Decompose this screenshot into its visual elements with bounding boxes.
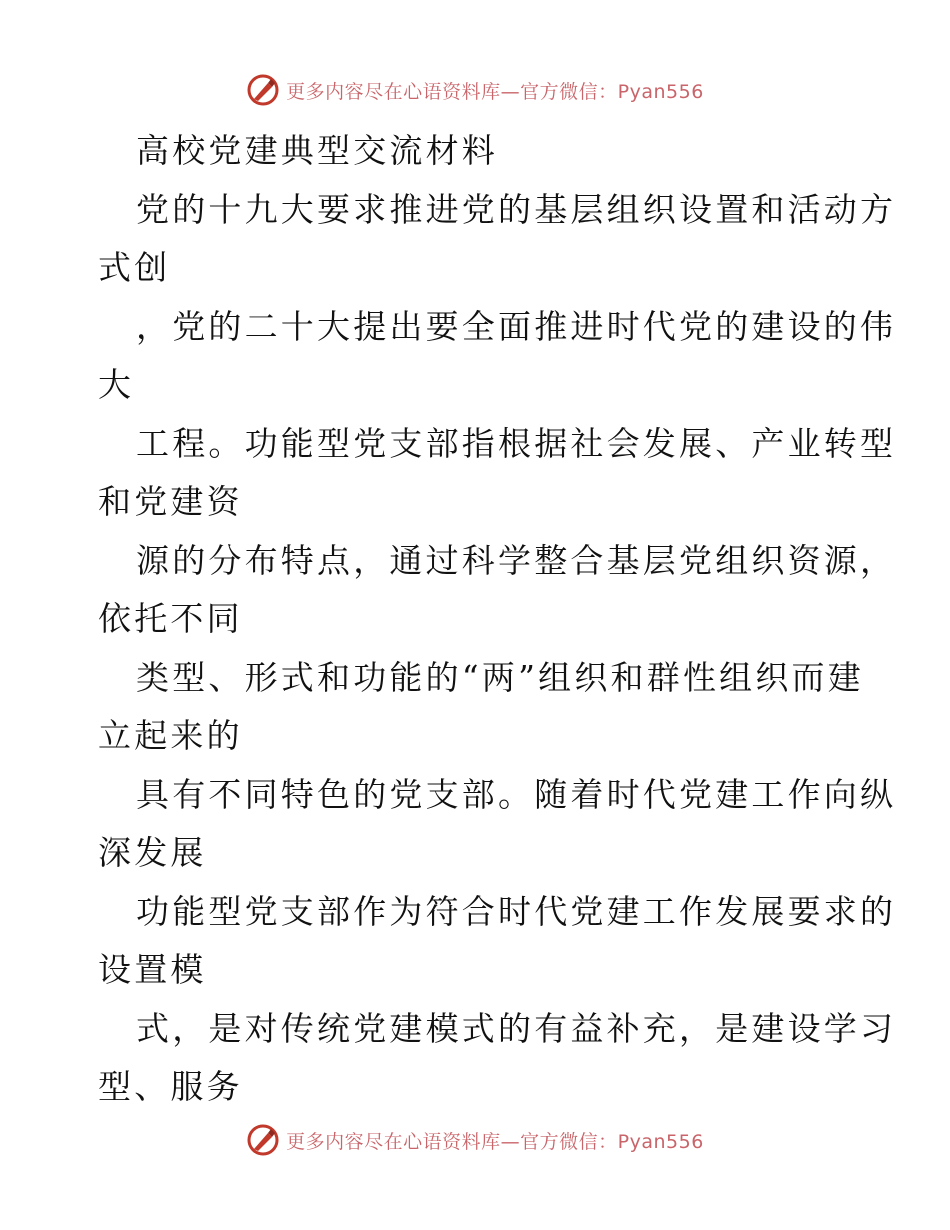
- footer-watermark: [0, 1120, 950, 1160]
- text-line: 和党建资: [98, 482, 243, 521]
- text-line: 功能型党支部作为符合时代党建工作发展要求的: [136, 891, 897, 931]
- text-line: 具有不同特色的党支部。随着时代党建工作向纵: [136, 774, 897, 814]
- document-body: [98, 122, 897, 1117]
- text-line: 式，是对传统党建模式的有益补充，是建设学习: [136, 1008, 897, 1048]
- text-line: ，党的二十大提出要全面推进时代党的建设的伟: [136, 306, 897, 346]
- text-line: 工程。功能型党支部指根据社会发展、产业转型: [136, 423, 897, 463]
- text-line: 大: [98, 365, 135, 404]
- pen-logo-icon: [246, 1123, 280, 1157]
- text-line: 型、服务: [98, 1067, 243, 1106]
- text-line: 源的分布特点，通过科学整合基层党组织资源，: [136, 540, 897, 580]
- watermark-text: 更多内容尽在心语资料库—官方微信：Pyan556: [286, 80, 704, 103]
- text-line: 类型、形式和功能的“两”组织和群性组织而建: [136, 657, 864, 697]
- header-watermark: [0, 70, 950, 110]
- pen-logo-icon: [246, 73, 280, 107]
- text-line: 党的十九大要求推进党的基层组织设置和活动方: [136, 189, 897, 229]
- text-line: 高校党建典型交流材料: [136, 131, 498, 170]
- text-line: 深发展: [98, 833, 207, 872]
- text-line: 式创: [98, 248, 171, 287]
- text-line: 立起来的: [98, 716, 243, 755]
- text-line: 依托不同: [98, 599, 243, 638]
- watermark-text: 更多内容尽在心语资料库—官方微信：Pyan556: [286, 1130, 704, 1153]
- text-line: 设置模: [98, 950, 207, 989]
